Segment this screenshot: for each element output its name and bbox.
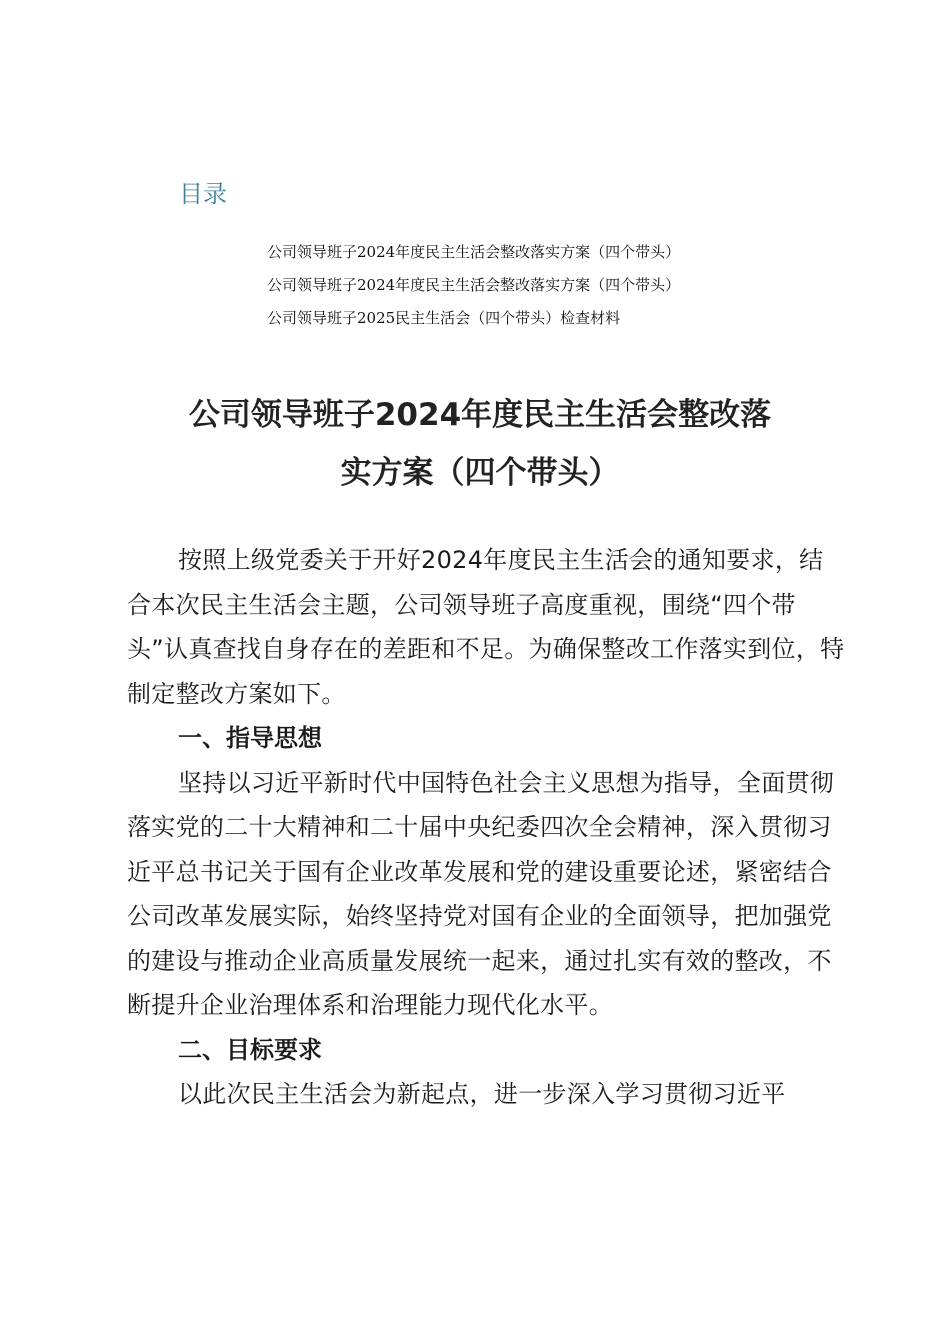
- section-heading-1: 一、指导思想: [178, 724, 322, 752]
- toc-list: [267, 236, 680, 335]
- document-title-line-1: 公司领导班子2024年度民主生活会整改落: [188, 397, 772, 433]
- section-paragraph-2: 以此次民主生活会为新起点，进一步深入学习贯彻习近平: [178, 1080, 786, 1108]
- intro-paragraph: 按照上级党委关于开好2024年度民主生活会的通知要求，结合本次民主生活会主题，公司领导班子高度重视，围绕“四个带头”认真查找自身存在的差距和不足。为确保整改工作落实到位，特制定整改方案如下。: [127, 546, 845, 708]
- document-body: [127, 538, 847, 1117]
- section-paragraph-1: 坚持以习近平新时代中国特色社会主义思想为指导，全面贯彻落实党的二十大精神和二十届中央纪委四次全会精神，深入贯彻习近平总书记关于国有企业改革发展和党的建设重要论述，紧密结合公司改革发展实际，始终坚持党对国有企业的全面领导，把加强党的建设与推动企业高质量发展统一起来，通过扎实有效的整改，不断提升企业治理体系和治理能力现代化水平。: [127, 768, 835, 1019]
- toc-item-3[interactable]: 公司领导班子2025民主生活会（四个带头）检查材料: [267, 309, 621, 327]
- document-title-line-2: 实方案（四个带头）: [340, 455, 620, 491]
- toc-item-1[interactable]: 公司领导班子2024年度民主生活会整改落实方案（四个带头）: [267, 243, 681, 261]
- section-heading-2: 二、目标要求: [178, 1035, 322, 1064]
- document-title: [100, 386, 860, 502]
- toc-item-2[interactable]: 公司领导班子2024年度民主生活会整改落实方案（四个带头）: [267, 276, 681, 294]
- toc-heading: 目录: [179, 180, 227, 208]
